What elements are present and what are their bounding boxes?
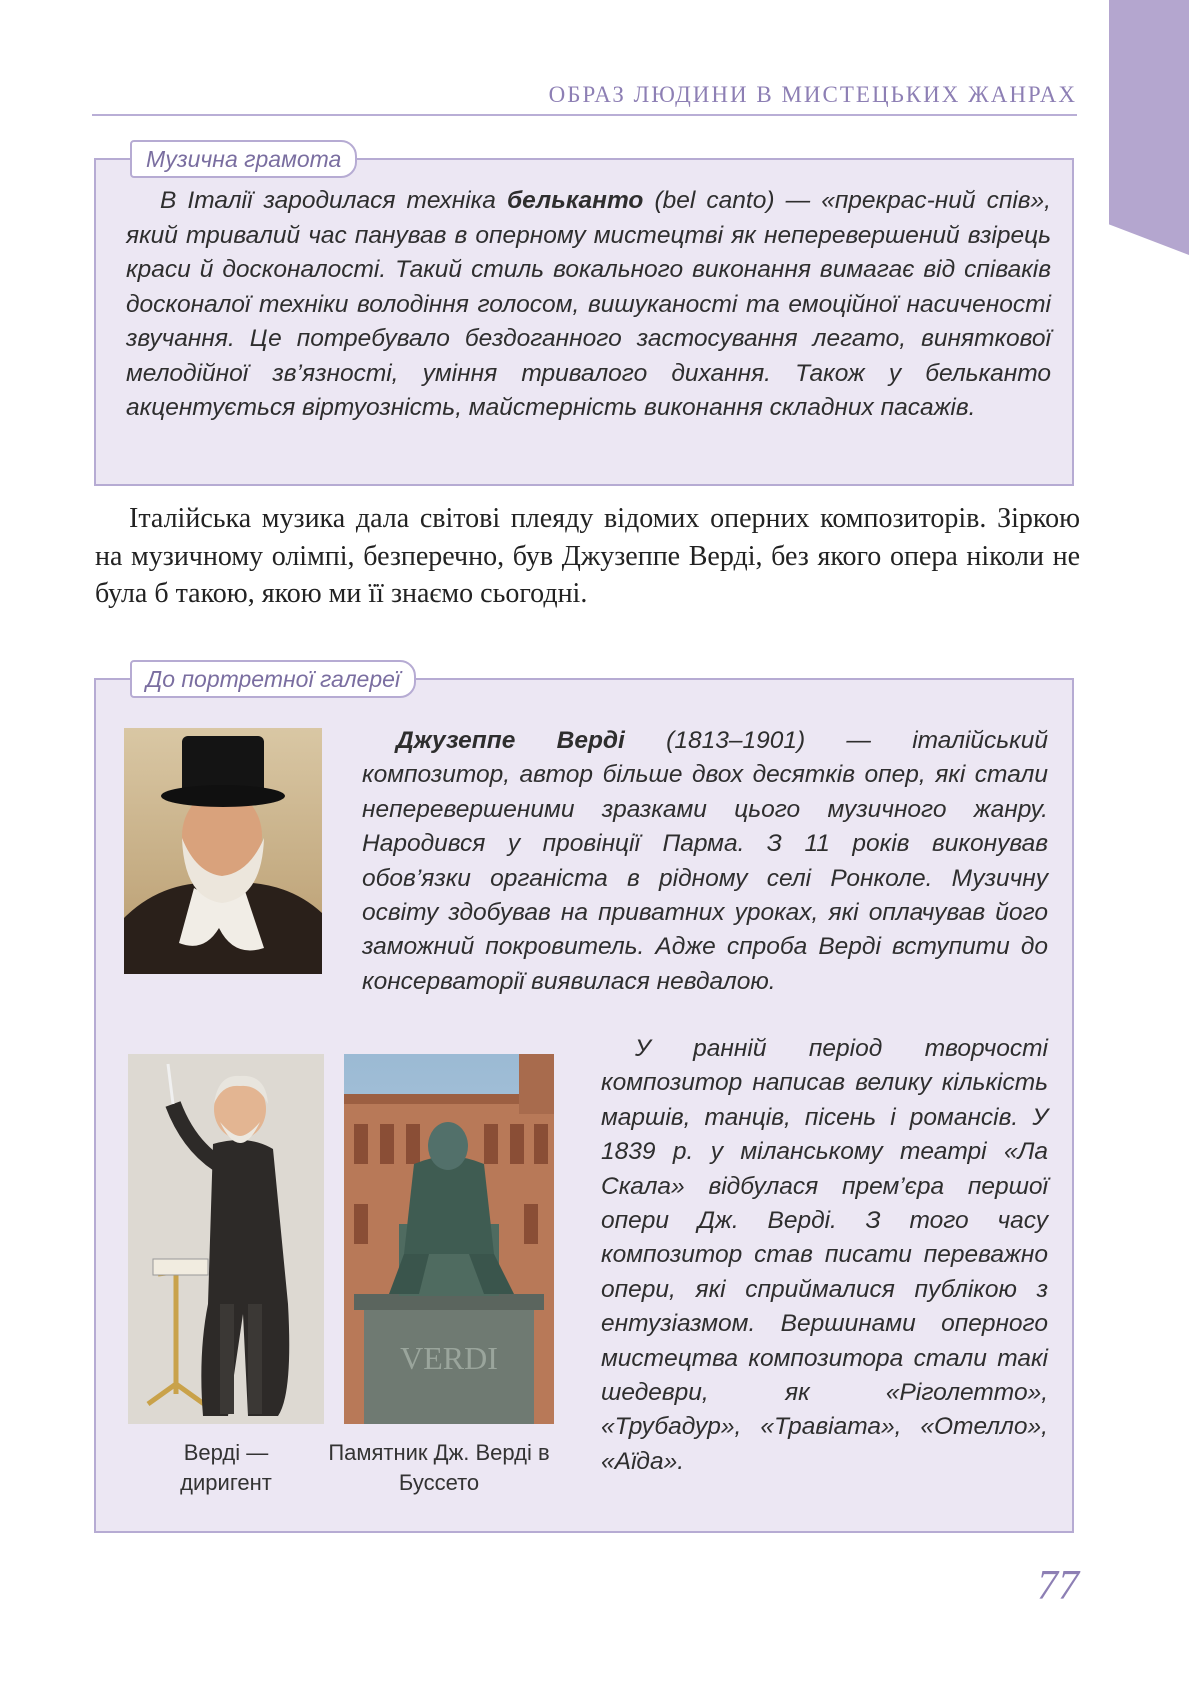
verdi-name: Джузеппе Верді bbox=[396, 727, 625, 754]
verdi-bio-text-1: (1813–1901) — італійський композитор, автор більше двох десятків опер, які стали неперевершеними зразками цього музичного жанру. Народився у провінції Парма. З 11 років виконував обов’язки органіста в рідному селі Ронколе. Музичну освіту здобував на приватних уроках, які оплачував його заможний покровитель. Адже спроба Верді вступити до консерваторії виявилася невдалою. bbox=[362, 727, 1048, 995]
caption-monument: Памятник Дж. Верді в Буссето bbox=[328, 1440, 550, 1495]
verdi-conductor-image bbox=[128, 1054, 324, 1424]
portrait-gallery-label: До портретної галереї bbox=[130, 660, 416, 698]
caption-conductor: Верді — диригент bbox=[180, 1440, 272, 1495]
page-number: 77 bbox=[1037, 1563, 1079, 1609]
running-head-title: ОБРАЗ ЛЮДИНИ В МИСТЕЦЬКИХ ЖАНРАХ bbox=[548, 82, 1077, 107]
music-text-part2: (bel canto) — «прекрас-ний спів», який тривалий час панував в оперному мистецтві як неперевершений взірець краси й досконалості. Такий стиль вокального виконання вимагає від співаків досконалої техніки володіння голосом, вишуканості та емоційної насиченості звучання. Це потребувало бездоганного застосування легато, виняткової мелодійної зв’язності, уміння тривалого дихання. Також у бельканто акцентується віртуозність, майстерність виконання складних пасажів. bbox=[126, 187, 1051, 421]
main-paragraph-text: Італійська музика дала світові плеяду відомих оперних композиторів. Зіркою на музичному олімпі, безперечно, був Джузеппе Верді, без якого опера ніколи не була б такою, якою ми її знаємо сьогодні. bbox=[95, 503, 1080, 609]
verdi-bio-paragraph-1 bbox=[362, 724, 1048, 999]
portrait-gallery-box bbox=[94, 666, 1074, 1533]
music-text-part1: В Італії зародилася техніка bbox=[160, 187, 507, 214]
monument-inscription: VERDI bbox=[400, 1340, 498, 1376]
verdi-bio-paragraph-2 bbox=[601, 1032, 1048, 1479]
running-head bbox=[92, 78, 1077, 116]
music-literacy-text bbox=[126, 184, 1051, 426]
belcanto-term: бельканто bbox=[506, 187, 644, 214]
verdi-bio-text-2: У ранній період творчості композитор написав велику кількість маршів, танців, пісень і романсів. У 1839 р. у міланському театрі «Ла Скала» відбулася прем’єра першої опери Дж. Верді. З того часу композитор став писати переважно опери, які сприймалися публікою з ентузіазмом. Вершинами оперного мистецтва композитора стали такі шедеври, як «Ріголетто», «Трубадур», «Травіата», «Отелло», «Аїда». bbox=[601, 1035, 1048, 1475]
verdi-portrait-image bbox=[124, 728, 322, 974]
main-paragraph bbox=[95, 500, 1080, 613]
music-literacy-label: Музична грамота bbox=[130, 140, 357, 178]
music-literacy-box bbox=[94, 146, 1074, 486]
chapter-tab bbox=[1109, 0, 1189, 255]
verdi-monument-image bbox=[344, 1054, 554, 1424]
